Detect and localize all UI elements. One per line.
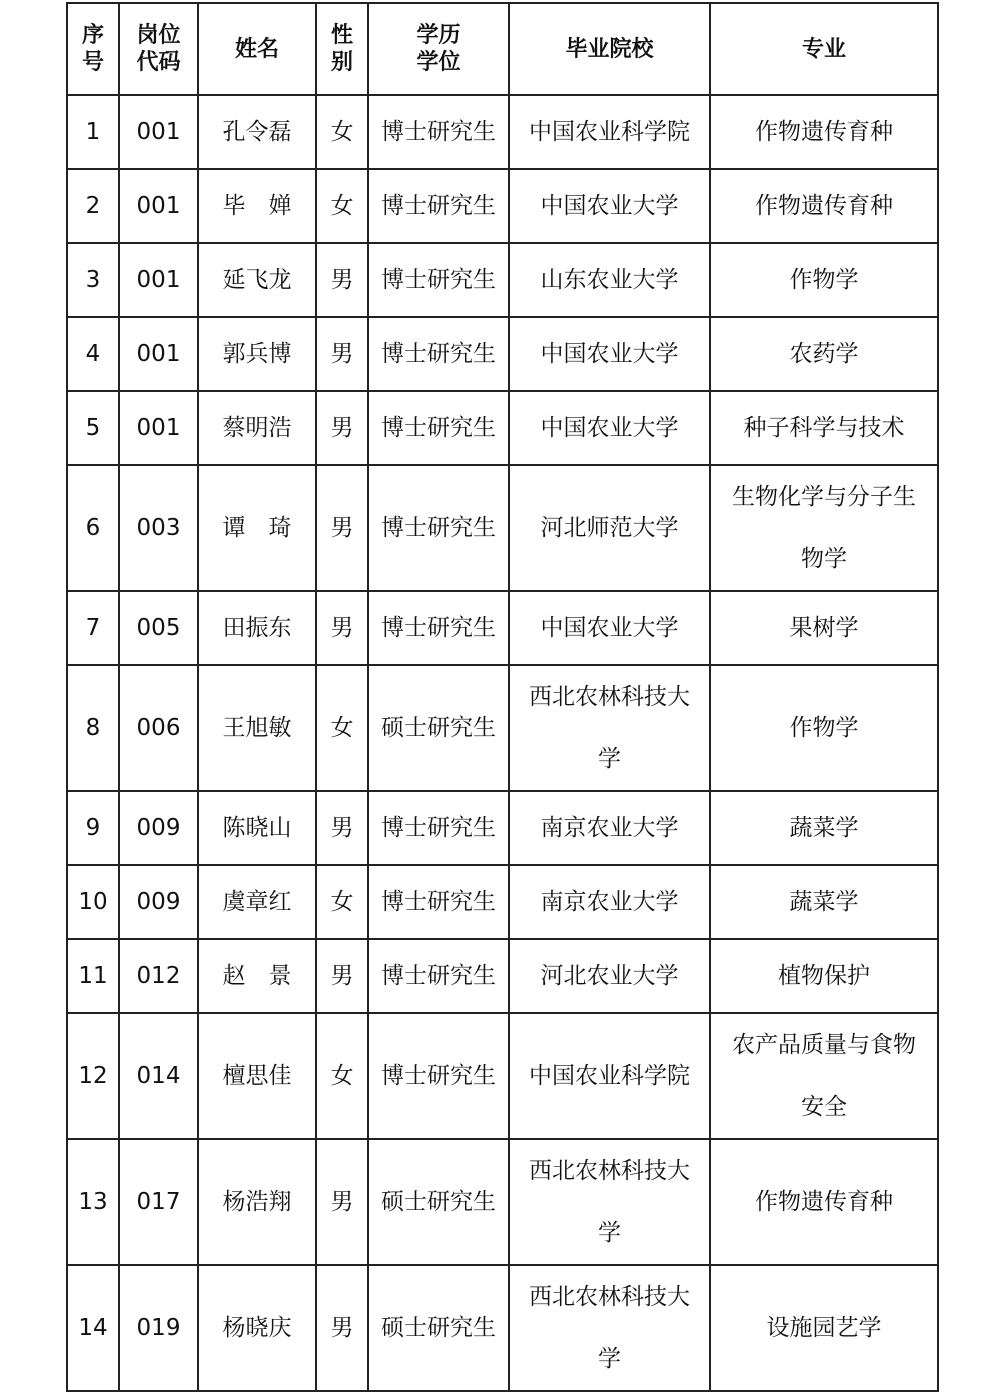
cell-code: 019 [119,1265,198,1391]
cell-edu: 硕士研究生 [368,1265,509,1391]
cell-major: 设施园艺学 [710,1265,938,1391]
cell-edu: 博士研究生 [368,939,509,1013]
cell-school: 中国农业大学 [509,317,710,391]
cell-code: 001 [119,243,198,317]
cell-gender: 男 [316,243,368,317]
header-gender: 性 别 [316,3,368,95]
cell-code: 012 [119,939,198,1013]
cell-gender: 女 [316,665,368,791]
cell-seq: 9 [67,791,119,865]
cell-name: 郭兵博 [198,317,316,391]
table-row [67,95,938,169]
cell-gender: 女 [316,95,368,169]
cell-edu: 博士研究生 [368,317,509,391]
cell-edu: 博士研究生 [368,791,509,865]
cell-school: 西北农林科技大 学 [509,1265,710,1391]
cell-code: 001 [119,95,198,169]
header-name: 姓名 [198,3,316,95]
cell-edu: 博士研究生 [368,591,509,665]
cell-gender: 男 [316,591,368,665]
cell-edu: 博士研究生 [368,243,509,317]
cell-name: 檀思佳 [198,1013,316,1139]
cell-name: 王旭敏 [198,665,316,791]
table-row [67,1139,938,1265]
cell-seq: 7 [67,591,119,665]
cell-code: 009 [119,865,198,939]
cell-seq: 12 [67,1013,119,1139]
cell-major: 作物遗传育种 [710,1139,938,1265]
cell-school: 中国农业科学院 [509,95,710,169]
table-row [67,169,938,243]
cell-edu: 硕士研究生 [368,1139,509,1265]
cell-major: 植物保护 [710,939,938,1013]
cell-code: 009 [119,791,198,865]
table-row [67,243,938,317]
cell-edu: 博士研究生 [368,1013,509,1139]
table-row [67,1013,938,1139]
cell-name: 谭 琦 [198,465,316,591]
cell-major: 作物遗传育种 [710,169,938,243]
cell-name: 孔令磊 [198,95,316,169]
cell-school: 中国农业科学院 [509,1013,710,1139]
cell-edu: 硕士研究生 [368,665,509,791]
cell-edu: 博士研究生 [368,95,509,169]
cell-gender: 女 [316,865,368,939]
cell-school: 中国农业大学 [509,591,710,665]
cell-major: 作物学 [710,243,938,317]
cell-gender: 男 [316,317,368,391]
cell-major: 果树学 [710,591,938,665]
cell-code: 017 [119,1139,198,1265]
cell-gender: 男 [316,791,368,865]
table-row [67,865,938,939]
cell-code: 005 [119,591,198,665]
cell-seq: 5 [67,391,119,465]
table-row [67,391,938,465]
cell-name: 赵 景 [198,939,316,1013]
cell-seq: 8 [67,665,119,791]
cell-name: 蔡明浩 [198,391,316,465]
cell-school: 河北师范大学 [509,465,710,591]
cell-name: 陈晓山 [198,791,316,865]
header-major: 专业 [710,3,938,95]
cell-school: 河北农业大学 [509,939,710,1013]
cell-school: 西北农林科技大 学 [509,665,710,791]
cell-seq: 11 [67,939,119,1013]
cell-code: 014 [119,1013,198,1139]
cell-code: 001 [119,391,198,465]
table-row [67,591,938,665]
table-row [67,317,938,391]
cell-name: 田振东 [198,591,316,665]
cell-seq: 3 [67,243,119,317]
table-body [67,95,938,1391]
cell-school: 中国农业大学 [509,169,710,243]
cell-edu: 博士研究生 [368,391,509,465]
header-code: 岗位 代码 [119,3,198,95]
cell-name: 杨浩翔 [198,1139,316,1265]
cell-code: 001 [119,169,198,243]
cell-edu: 博士研究生 [368,465,509,591]
cell-school: 南京农业大学 [509,791,710,865]
header-school: 毕业院校 [509,3,710,95]
cell-name: 虞章红 [198,865,316,939]
cell-major: 蔬菜学 [710,865,938,939]
cell-major: 农药学 [710,317,938,391]
cell-edu: 博士研究生 [368,169,509,243]
cell-seq: 14 [67,1265,119,1391]
cell-seq: 4 [67,317,119,391]
cell-seq: 10 [67,865,119,939]
cell-major: 生物化学与分子生 物学 [710,465,938,591]
header-seq: 序 号 [67,3,119,95]
cell-gender: 女 [316,169,368,243]
cell-major: 作物遗传育种 [710,95,938,169]
cell-gender: 男 [316,1139,368,1265]
table-row [67,1265,938,1391]
cell-name: 毕 婵 [198,169,316,243]
cell-code: 006 [119,665,198,791]
cell-seq: 1 [67,95,119,169]
cell-school: 西北农林科技大 学 [509,1139,710,1265]
personnel-table [66,2,939,1392]
cell-major: 作物学 [710,665,938,791]
cell-school: 中国农业大学 [509,391,710,465]
cell-school: 山东农业大学 [509,243,710,317]
cell-major: 种子科学与技术 [710,391,938,465]
cell-name: 杨晓庆 [198,1265,316,1391]
cell-seq: 6 [67,465,119,591]
cell-major: 农产品质量与食物 安全 [710,1013,938,1139]
cell-seq: 13 [67,1139,119,1265]
cell-school: 南京农业大学 [509,865,710,939]
cell-code: 001 [119,317,198,391]
table-row [67,665,938,791]
cell-major: 蔬菜学 [710,791,938,865]
header-edu: 学历 学位 [368,3,509,95]
cell-edu: 博士研究生 [368,865,509,939]
cell-gender: 男 [316,939,368,1013]
cell-seq: 2 [67,169,119,243]
table-row [67,465,938,591]
cell-name: 延飞龙 [198,243,316,317]
cell-gender: 男 [316,1265,368,1391]
cell-gender: 女 [316,1013,368,1139]
header-row [67,3,938,95]
cell-gender: 男 [316,391,368,465]
cell-gender: 男 [316,465,368,591]
cell-code: 003 [119,465,198,591]
table-row [67,939,938,1013]
table-row [67,791,938,865]
